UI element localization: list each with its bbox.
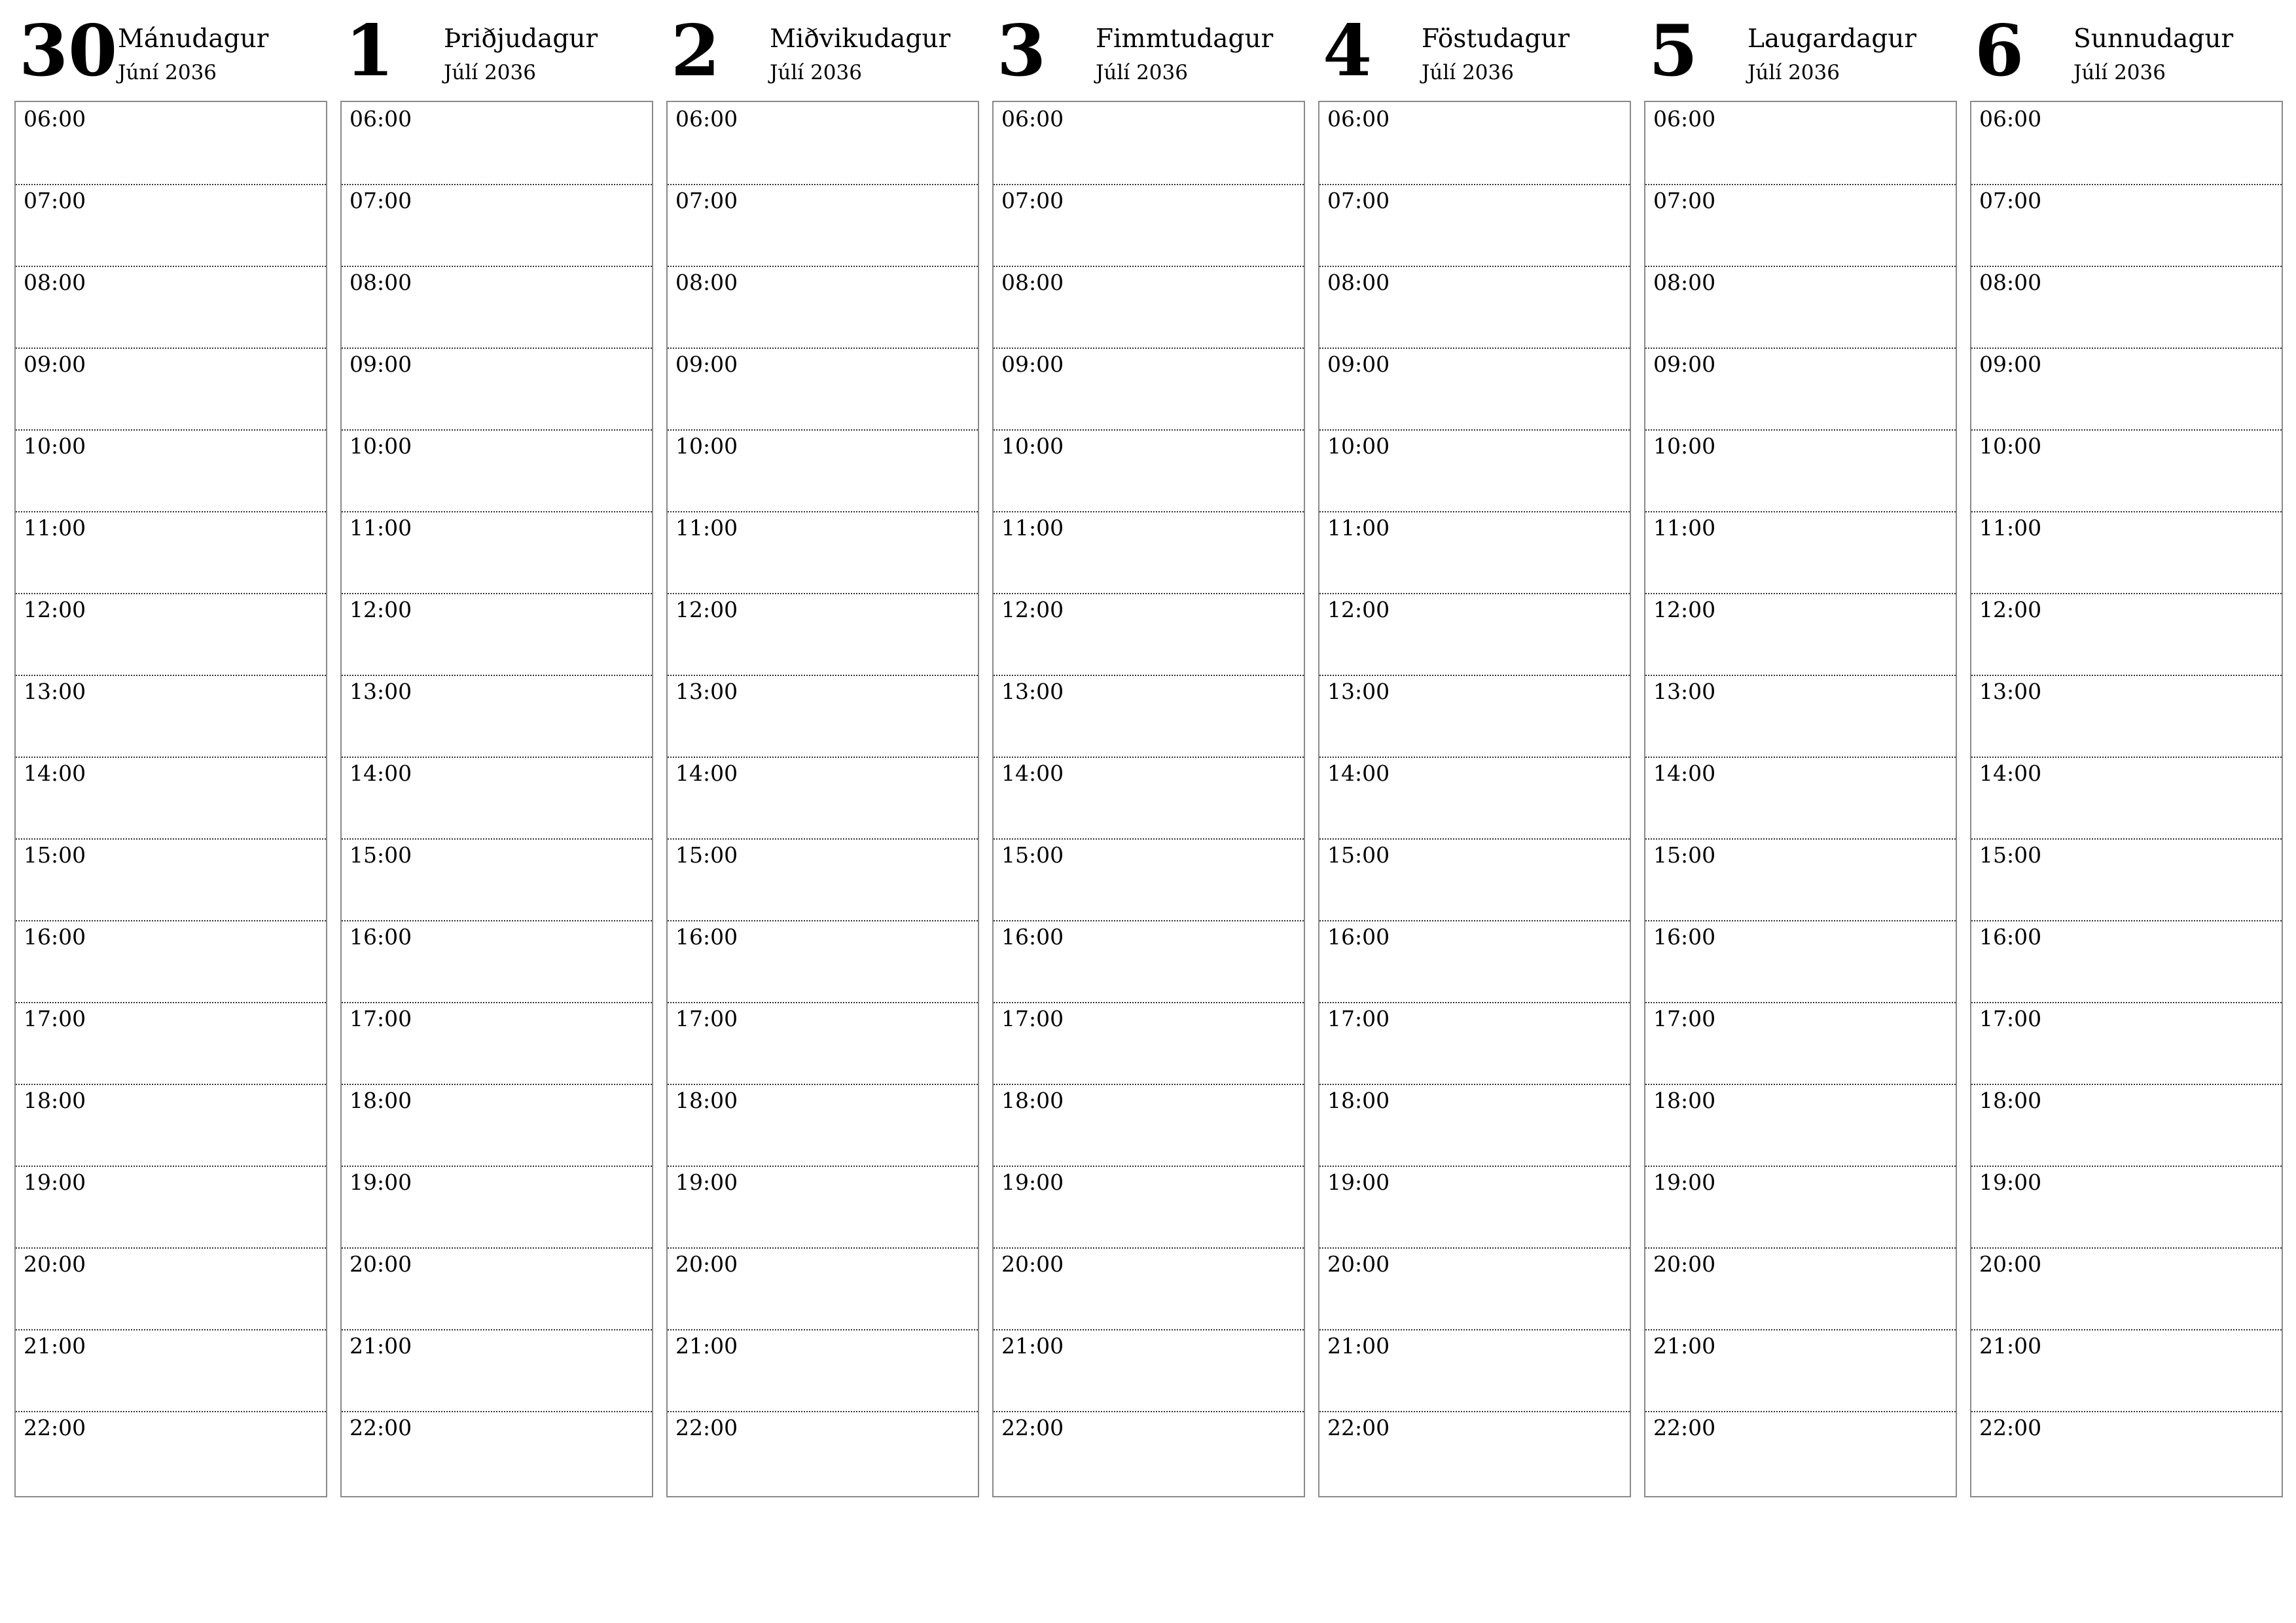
time-label: 07:00: [1979, 188, 2042, 213]
time-slot[interactable]: [1645, 1247, 1956, 1330]
day-header: [14, 0, 327, 101]
time-slot[interactable]: [994, 757, 1304, 840]
time-label: 17:00: [1327, 1006, 1390, 1031]
time-slot[interactable]: [1645, 348, 1956, 431]
time-label: 08:00: [1979, 270, 2042, 295]
time-label: 16:00: [350, 924, 412, 950]
time-slot[interactable]: [1319, 593, 1630, 676]
time-label: 21:00: [1001, 1333, 1064, 1359]
time-label: 06:00: [1653, 106, 1716, 132]
time-label: 18:00: [1001, 1088, 1064, 1113]
time-label: 08:00: [350, 270, 412, 295]
day-name: Fimmtudagur: [1096, 24, 1274, 54]
time-slot[interactable]: [994, 1166, 1304, 1249]
time-slot[interactable]: [1645, 838, 1956, 921]
time-label: 10:00: [1001, 433, 1064, 459]
time-slot[interactable]: [16, 1166, 326, 1249]
day-column: [1970, 0, 2283, 1440]
time-slot[interactable]: [16, 102, 326, 185]
time-label: 10:00: [24, 433, 86, 459]
time-label: 09:00: [1327, 351, 1390, 377]
day-header: [1318, 0, 1631, 101]
time-label: 18:00: [350, 1088, 412, 1113]
time-label: 11:00: [1653, 515, 1716, 541]
time-label: 20:00: [675, 1251, 738, 1277]
time-label: 20:00: [24, 1251, 86, 1277]
time-slot[interactable]: [1971, 757, 2282, 840]
time-label: 11:00: [675, 515, 738, 541]
time-slot[interactable]: [1971, 920, 2282, 1003]
time-slot[interactable]: [342, 1329, 652, 1412]
time-slot[interactable]: [668, 266, 978, 349]
time-slot[interactable]: [16, 1329, 326, 1412]
time-slot[interactable]: [668, 511, 978, 594]
time-label: 20:00: [1001, 1251, 1064, 1277]
time-slot[interactable]: [1319, 675, 1630, 758]
time-slot[interactable]: [994, 102, 1304, 185]
time-label: 10:00: [1327, 433, 1390, 459]
time-slot[interactable]: [1645, 1166, 1956, 1249]
time-slot[interactable]: [1645, 429, 1956, 512]
time-label: 19:00: [24, 1169, 86, 1195]
time-slot[interactable]: [1319, 429, 1630, 512]
time-label: 21:00: [1653, 1333, 1716, 1359]
time-slot[interactable]: [1645, 920, 1956, 1003]
time-label: 15:00: [1653, 842, 1716, 868]
day-schedule-box: [992, 101, 1305, 1497]
time-slot[interactable]: [1319, 348, 1630, 431]
time-label: 19:00: [675, 1169, 738, 1195]
time-slot[interactable]: [1645, 511, 1956, 594]
time-label: 09:00: [350, 351, 412, 377]
time-slot[interactable]: [16, 184, 326, 267]
time-label: 15:00: [350, 842, 412, 868]
time-label: 13:00: [675, 679, 738, 704]
time-slot[interactable]: [1971, 1329, 2282, 1412]
time-label: 16:00: [1653, 924, 1716, 950]
month-year: Júní 2036: [118, 61, 217, 84]
time-label: 15:00: [675, 842, 738, 868]
time-label: 22:00: [1001, 1415, 1064, 1440]
time-slot[interactable]: [1971, 675, 2282, 758]
time-slot[interactable]: [994, 348, 1304, 431]
time-label: 11:00: [24, 515, 86, 541]
time-slot[interactable]: [1645, 1411, 1956, 1493]
time-label: 15:00: [1327, 842, 1390, 868]
time-slot[interactable]: [16, 511, 326, 594]
time-slot[interactable]: [1645, 266, 1956, 349]
day-name: Mánudagur: [118, 24, 269, 54]
time-label: 22:00: [350, 1415, 412, 1440]
time-slot[interactable]: [342, 266, 652, 349]
time-slot[interactable]: [668, 1411, 978, 1493]
time-slot[interactable]: [1319, 757, 1630, 840]
month-year: Júlí 2036: [1096, 61, 1188, 84]
time-label: 11:00: [1001, 515, 1064, 541]
time-slot[interactable]: [1971, 838, 2282, 921]
time-slot[interactable]: [1971, 511, 2282, 594]
time-slot[interactable]: [16, 1411, 326, 1493]
time-label: 07:00: [1327, 188, 1390, 213]
time-slot[interactable]: [1971, 1166, 2282, 1249]
time-label: 14:00: [1653, 760, 1716, 786]
time-label: 12:00: [1327, 597, 1390, 622]
time-slot[interactable]: [342, 511, 652, 594]
time-label: 19:00: [1653, 1169, 1716, 1195]
time-slot[interactable]: [16, 920, 326, 1003]
time-label: 14:00: [24, 760, 86, 786]
time-label: 19:00: [350, 1169, 412, 1195]
time-label: 07:00: [1653, 188, 1716, 213]
time-label: 14:00: [350, 760, 412, 786]
time-slot[interactable]: [668, 920, 978, 1003]
time-label: 15:00: [1979, 842, 2042, 868]
time-slot[interactable]: [342, 757, 652, 840]
time-label: 08:00: [1001, 270, 1064, 295]
time-slot[interactable]: [1971, 184, 2282, 267]
time-slot[interactable]: [16, 348, 326, 431]
time-label: 18:00: [1653, 1088, 1716, 1113]
time-slot[interactable]: [668, 675, 978, 758]
time-label: 17:00: [24, 1006, 86, 1031]
time-label: 17:00: [350, 1006, 412, 1031]
day-number: 6: [1975, 10, 2024, 92]
time-label: 22:00: [1979, 1415, 2042, 1440]
time-label: 07:00: [675, 188, 738, 213]
time-label: 10:00: [1979, 433, 2042, 459]
time-slot[interactable]: [342, 1166, 652, 1249]
day-number: 4: [1323, 10, 1372, 92]
time-label: 12:00: [24, 597, 86, 622]
time-label: 15:00: [1001, 842, 1064, 868]
time-label: 18:00: [1979, 1088, 2042, 1113]
time-label: 13:00: [1327, 679, 1390, 704]
time-label: 16:00: [1979, 924, 2042, 950]
time-label: 12:00: [1979, 597, 2042, 622]
time-slot[interactable]: [668, 348, 978, 431]
time-label: 18:00: [675, 1088, 738, 1113]
time-label: 13:00: [1001, 679, 1064, 704]
time-label: 14:00: [1979, 760, 2042, 786]
time-slot[interactable]: [668, 1329, 978, 1412]
time-slot[interactable]: [994, 511, 1304, 594]
time-slot[interactable]: [668, 1084, 978, 1167]
day-name: Sunnudagur: [2073, 24, 2234, 54]
time-slot[interactable]: [1319, 1411, 1630, 1493]
time-slot[interactable]: [1319, 1002, 1630, 1085]
month-year: Júlí 2036: [1748, 61, 1840, 84]
day-column: [1644, 0, 1957, 1440]
time-label: 19:00: [1001, 1169, 1064, 1195]
day-name: Miðvikudagur: [770, 24, 951, 54]
time-slot[interactable]: [1319, 1166, 1630, 1249]
time-label: 08:00: [1653, 270, 1716, 295]
time-label: 06:00: [675, 106, 738, 132]
time-slot[interactable]: [668, 838, 978, 921]
time-slot[interactable]: [994, 920, 1304, 1003]
month-year: Júlí 2036: [1422, 61, 1514, 84]
time-slot[interactable]: [1645, 593, 1956, 676]
time-slot[interactable]: [994, 266, 1304, 349]
time-slot[interactable]: [1645, 757, 1956, 840]
time-slot[interactable]: [1971, 1247, 2282, 1330]
time-slot[interactable]: [994, 1084, 1304, 1167]
time-slot[interactable]: [1319, 1247, 1630, 1330]
time-label: 17:00: [1653, 1006, 1716, 1031]
time-label: 20:00: [1653, 1251, 1716, 1277]
time-label: 06:00: [350, 106, 412, 132]
time-slot[interactable]: [994, 1002, 1304, 1085]
time-slot[interactable]: [1319, 1329, 1630, 1412]
time-label: 08:00: [675, 270, 738, 295]
day-column: [340, 0, 653, 1440]
time-slot[interactable]: [342, 102, 652, 185]
day-number: 5: [1649, 10, 1698, 92]
time-slot[interactable]: [1319, 920, 1630, 1003]
time-slot[interactable]: [1971, 1002, 2282, 1085]
day-header: [666, 0, 979, 101]
time-label: 12:00: [675, 597, 738, 622]
day-column: [14, 0, 327, 1440]
time-label: 07:00: [24, 188, 86, 213]
time-label: 17:00: [675, 1006, 738, 1031]
time-label: 17:00: [1979, 1006, 2042, 1031]
time-label: 07:00: [350, 188, 412, 213]
day-header: [992, 0, 1305, 101]
time-slot[interactable]: [994, 1329, 1304, 1412]
time-label: 22:00: [675, 1415, 738, 1440]
time-slot[interactable]: [668, 593, 978, 676]
time-slot[interactable]: [994, 184, 1304, 267]
time-label: 17:00: [1001, 1006, 1064, 1031]
time-label: 10:00: [1653, 433, 1716, 459]
day-column: [992, 0, 1305, 1440]
time-slot[interactable]: [342, 184, 652, 267]
time-label: 13:00: [1653, 679, 1716, 704]
time-label: 13:00: [1979, 679, 2042, 704]
time-slot[interactable]: [342, 1247, 652, 1330]
time-slot[interactable]: [16, 757, 326, 840]
day-number: 2: [671, 10, 721, 92]
time-slot[interactable]: [342, 348, 652, 431]
time-slot[interactable]: [668, 1247, 978, 1330]
time-slot[interactable]: [1971, 1084, 2282, 1167]
time-slot[interactable]: [668, 184, 978, 267]
time-label: 06:00: [1979, 106, 2042, 132]
time-slot[interactable]: [16, 266, 326, 349]
time-label: 11:00: [1979, 515, 2042, 541]
day-number: 30: [19, 10, 118, 92]
time-label: 06:00: [1001, 106, 1064, 132]
time-label: 20:00: [1327, 1251, 1390, 1277]
time-slot[interactable]: [342, 593, 652, 676]
time-label: 22:00: [24, 1415, 86, 1440]
day-schedule-box: [1970, 101, 2283, 1497]
time-label: 15:00: [24, 842, 86, 868]
time-slot[interactable]: [16, 593, 326, 676]
time-label: 21:00: [24, 1333, 86, 1359]
time-label: 19:00: [1327, 1169, 1390, 1195]
time-slot[interactable]: [1319, 184, 1630, 267]
day-header: [340, 0, 653, 101]
time-label: 09:00: [1653, 351, 1716, 377]
time-label: 13:00: [24, 679, 86, 704]
time-slot[interactable]: [16, 429, 326, 512]
time-label: 16:00: [1327, 924, 1390, 950]
time-label: 22:00: [1653, 1415, 1716, 1440]
time-slot[interactable]: [16, 1084, 326, 1167]
time-label: 14:00: [675, 760, 738, 786]
time-slot[interactable]: [1645, 1329, 1956, 1412]
day-header: [1970, 0, 2283, 101]
time-slot[interactable]: [342, 838, 652, 921]
time-slot[interactable]: [994, 1247, 1304, 1330]
day-number: 1: [345, 10, 395, 92]
day-schedule-box: [1644, 101, 1957, 1497]
time-slot[interactable]: [342, 920, 652, 1003]
time-label: 09:00: [675, 351, 738, 377]
time-slot[interactable]: [16, 838, 326, 921]
time-slot[interactable]: [1319, 102, 1630, 185]
time-label: 10:00: [350, 433, 412, 459]
day-column: [666, 0, 979, 1440]
time-slot[interactable]: [16, 675, 326, 758]
time-slot[interactable]: [16, 1247, 326, 1330]
time-slot[interactable]: [342, 675, 652, 758]
time-slot[interactable]: [1319, 266, 1630, 349]
time-slot[interactable]: [342, 1084, 652, 1167]
time-slot[interactable]: [1971, 593, 2282, 676]
time-label: 14:00: [1001, 760, 1064, 786]
time-label: 11:00: [1327, 515, 1390, 541]
month-year: Júlí 2036: [444, 61, 536, 84]
month-year: Júlí 2036: [2073, 61, 2166, 84]
time-slot[interactable]: [1319, 838, 1630, 921]
time-label: 06:00: [1327, 106, 1390, 132]
time-slot[interactable]: [1971, 429, 2282, 512]
day-schedule-box: [666, 101, 979, 1497]
time-slot[interactable]: [668, 1002, 978, 1085]
time-slot[interactable]: [342, 429, 652, 512]
time-label: 18:00: [1327, 1088, 1390, 1113]
time-slot[interactable]: [1319, 511, 1630, 594]
month-year: Júlí 2036: [770, 61, 862, 84]
time-label: 10:00: [675, 433, 738, 459]
time-slot[interactable]: [1971, 266, 2282, 349]
time-slot[interactable]: [668, 757, 978, 840]
time-label: 22:00: [1327, 1415, 1390, 1440]
time-slot[interactable]: [1645, 1002, 1956, 1085]
time-label: 18:00: [24, 1088, 86, 1113]
day-schedule-box: [340, 101, 653, 1497]
time-slot[interactable]: [16, 1002, 326, 1085]
time-label: 07:00: [1001, 188, 1064, 213]
time-slot[interactable]: [342, 1411, 652, 1493]
time-slot[interactable]: [1319, 1084, 1630, 1167]
time-label: 13:00: [350, 679, 412, 704]
time-label: 08:00: [24, 270, 86, 295]
time-label: 12:00: [1001, 597, 1064, 622]
day-name: Þriðjudagur: [444, 24, 598, 54]
time-slot[interactable]: [994, 675, 1304, 758]
time-label: 06:00: [24, 106, 86, 132]
time-label: 16:00: [24, 924, 86, 950]
time-slot[interactable]: [1645, 102, 1956, 185]
time-label: 09:00: [24, 351, 86, 377]
time-slot[interactable]: [1645, 675, 1956, 758]
time-label: 20:00: [1979, 1251, 2042, 1277]
time-slot[interactable]: [994, 593, 1304, 676]
day-schedule-box: [14, 101, 327, 1497]
time-slot[interactable]: [668, 429, 978, 512]
time-slot[interactable]: [1971, 1411, 2282, 1493]
day-name: Föstudagur: [1422, 24, 1570, 54]
time-label: 12:00: [1653, 597, 1716, 622]
time-label: 16:00: [1001, 924, 1064, 950]
time-slot[interactable]: [1645, 184, 1956, 267]
time-slot[interactable]: [668, 102, 978, 185]
day-number: 3: [997, 10, 1047, 92]
time-label: 11:00: [350, 515, 412, 541]
time-label: 09:00: [1979, 351, 2042, 377]
day-column: [1318, 0, 1631, 1440]
time-label: 08:00: [1327, 270, 1390, 295]
day-header: [1644, 0, 1957, 101]
time-label: 21:00: [1327, 1333, 1390, 1359]
time-label: 19:00: [1979, 1169, 2042, 1195]
time-label: 20:00: [350, 1251, 412, 1277]
time-slot[interactable]: [1971, 102, 2282, 185]
time-slot[interactable]: [994, 1411, 1304, 1493]
day-schedule-box: [1318, 101, 1631, 1497]
time-slot[interactable]: [342, 1002, 652, 1085]
time-slot[interactable]: [668, 1166, 978, 1249]
time-label: 21:00: [1979, 1333, 2042, 1359]
time-label: 09:00: [1001, 351, 1064, 377]
time-label: 21:00: [675, 1333, 738, 1359]
time-slot[interactable]: [994, 838, 1304, 921]
time-slot[interactable]: [1971, 348, 2282, 431]
time-label: 12:00: [350, 597, 412, 622]
time-slot[interactable]: [994, 429, 1304, 512]
time-label: 21:00: [350, 1333, 412, 1359]
time-label: 14:00: [1327, 760, 1390, 786]
day-name: Laugardagur: [1748, 24, 1917, 54]
time-slot[interactable]: [1645, 1084, 1956, 1167]
time-label: 16:00: [675, 924, 738, 950]
